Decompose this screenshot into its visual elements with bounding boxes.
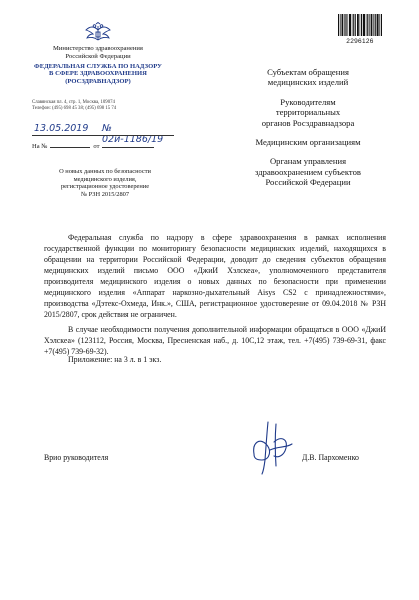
ministry-line: Российской Федерации [65,52,131,60]
phone-line: Телефон: (495) 698 45 38; (495) 698 15 74 [32,106,117,112]
addressee-block [228,67,388,197]
addressee-line: медицинских изделий [267,77,349,88]
registration-number: № 02и-1186/19 [102,123,164,145]
na-label: На № [32,143,48,150]
addressee-line: Медицинским организациям [255,137,361,148]
addressee [228,137,388,147]
letter-subject [42,168,168,198]
ministry-line: Министерство здравоохранения [53,45,143,52]
barcode-number: 2296126 [346,38,374,45]
address-line: Славянская пл. 4, стр. 1, Москва, 109074 [32,100,115,105]
reference-line [32,143,172,150]
registration-date: 13.05.2019 [34,123,89,134]
reference-date-blank [102,147,154,148]
sender-address [32,100,162,112]
addressee-line: здравоохранением субъектов [255,166,361,177]
addressee-line: органов Росздравнадзора [261,117,355,128]
agency-line: ФЕДЕРАЛЬНАЯ СЛУЖБА ПО НАДЗОРУ [34,62,162,70]
addressee [228,67,388,88]
ministry-name [24,45,172,61]
signer-title: Врио руководителя [44,453,109,462]
subject-line: регистрационное удостоверение [60,183,150,191]
signer-name: Д.В. Пархоменко [302,453,359,462]
addressee-line: Субъектам обращения [267,67,349,77]
ot-label: от [93,143,100,150]
handwritten-signature [248,420,296,476]
sender-header [24,45,172,86]
addressee [228,97,388,128]
barcode [338,14,382,36]
agency-line: В СФЕРЕ ЗДРАВООХРАНЕНИЯ [49,70,147,78]
subject-line: О новых данных по безопасности [59,168,151,175]
agency-name [24,63,172,86]
addressee [228,156,388,187]
addressee-line: территориальных [275,107,341,118]
addressee-line: Российской Федерации [265,177,351,188]
subject-line: № РЗН 2015/2807 [80,190,130,198]
letter-body [44,232,386,358]
registration-line [32,123,172,145]
body-paragraph: Федеральная служба по надзору в сфере здравоохранения в рамках исполнения государственной функции по мониторингу безопасности медицинских изделий, находящихся в обращении на территории Российской Федерации, доводит до сведения субъектов обращения медицинских изделий письмо ООО «ДжиИ Хэлскеа», уполномоченного представителя производителя медицинского изделия о новых данных по безопасности при применении медицинского изделия «Аппарат наркозно-дыхательный Aisys CS2 с принадлежностями», производства «Дэтекс-Охмеда, Инк.», США, регистрационное удостоверение от 09.04.2018 № РЗН 2015/2807, срок действия не ограничен. [44,233,386,320]
reference-number-blank [50,147,90,148]
registration-underline [32,135,174,136]
body-paragraph: В случае необходимости получения дополнительной информации обращаться в ООО «ДжиИ Хэлскеа» (123112, Россия, Москва, Пресненская наб., д. 10С,12 этаж, тел. +7(495) 739-69-31, факс +7(495) 739-69-32). [44,325,386,357]
attachment-note: Приложение: на 3 л. в 1 экз. [68,355,162,364]
coat-of-arms-icon [84,22,112,44]
agency-line: (РОСЗДРАВНАДЗОР) [65,78,131,86]
subject-line: медицинского изделия, [73,175,137,183]
addressee-line: Руководителям [280,96,336,107]
addressee-line: Органам управления [269,156,347,167]
